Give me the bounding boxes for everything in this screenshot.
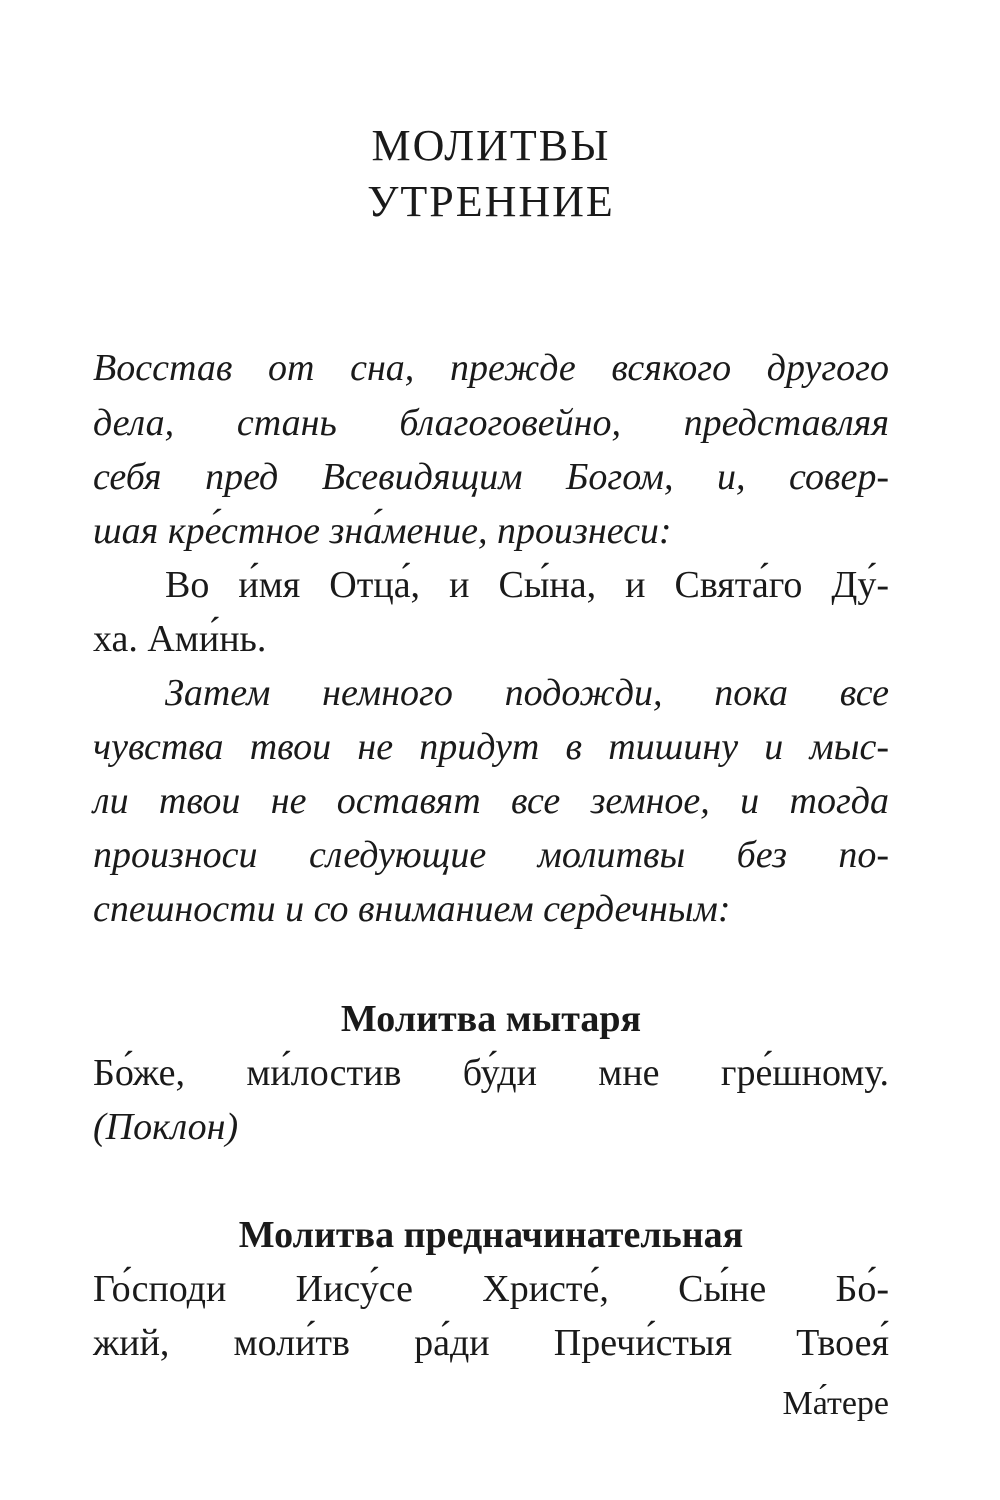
- catchword: Ма́тере: [782, 1385, 889, 1422]
- instruction-line-4: произноси следующие молитвы без по-: [93, 834, 889, 876]
- page-title-line-2: УТРЕННИЕ: [367, 177, 615, 226]
- intro-line-3: себя пред Всевидящим Богом, и, совер-: [93, 456, 889, 498]
- invocation-line-2: ха. Ами́нь.: [93, 618, 267, 660]
- book-page: [93, 0, 889, 1500]
- prayer-opening-line-1: Го́споди Иису́се Христе́, Сы́не Бо́-: [93, 1268, 889, 1310]
- prayer-publican-heading: Молитва мытаря: [340, 998, 642, 1040]
- instruction-line-3: ли твои не оставят все земное, и тогда: [93, 780, 889, 822]
- instruction-line-1: Затем немного подожди, пока все: [165, 672, 889, 714]
- instruction-line-5: спешности и со вниманием сердечным:: [93, 888, 731, 930]
- page-title-line-1: МОЛИТВЫ: [371, 121, 611, 170]
- intro-line-4: шая кре́стное зна́мение, произнеси:: [93, 510, 672, 552]
- intro-line-1: Восстав от сна, прежде всякого другого: [93, 347, 889, 389]
- invocation-line-1: Во и́мя Отца́, и Сы́на, и Свята́го Ду́-: [165, 564, 889, 606]
- prayer-opening-heading: Молитва предначинательная: [238, 1214, 744, 1256]
- intro-line-2: дела, стань благоговейно, представляя: [93, 402, 889, 444]
- instruction-line-2: чувства твои не придут в тишину и мыс-: [93, 726, 889, 768]
- prayer-publican-line-2: (Поклон): [93, 1106, 239, 1148]
- prayer-opening-line-2: жий, моли́тв ра́ди Пречи́стыя Твоея́: [93, 1322, 889, 1364]
- prayer-publican-line-1: Бо́же, ми́лостив бу́ди мне гре́шному.: [93, 1052, 889, 1094]
